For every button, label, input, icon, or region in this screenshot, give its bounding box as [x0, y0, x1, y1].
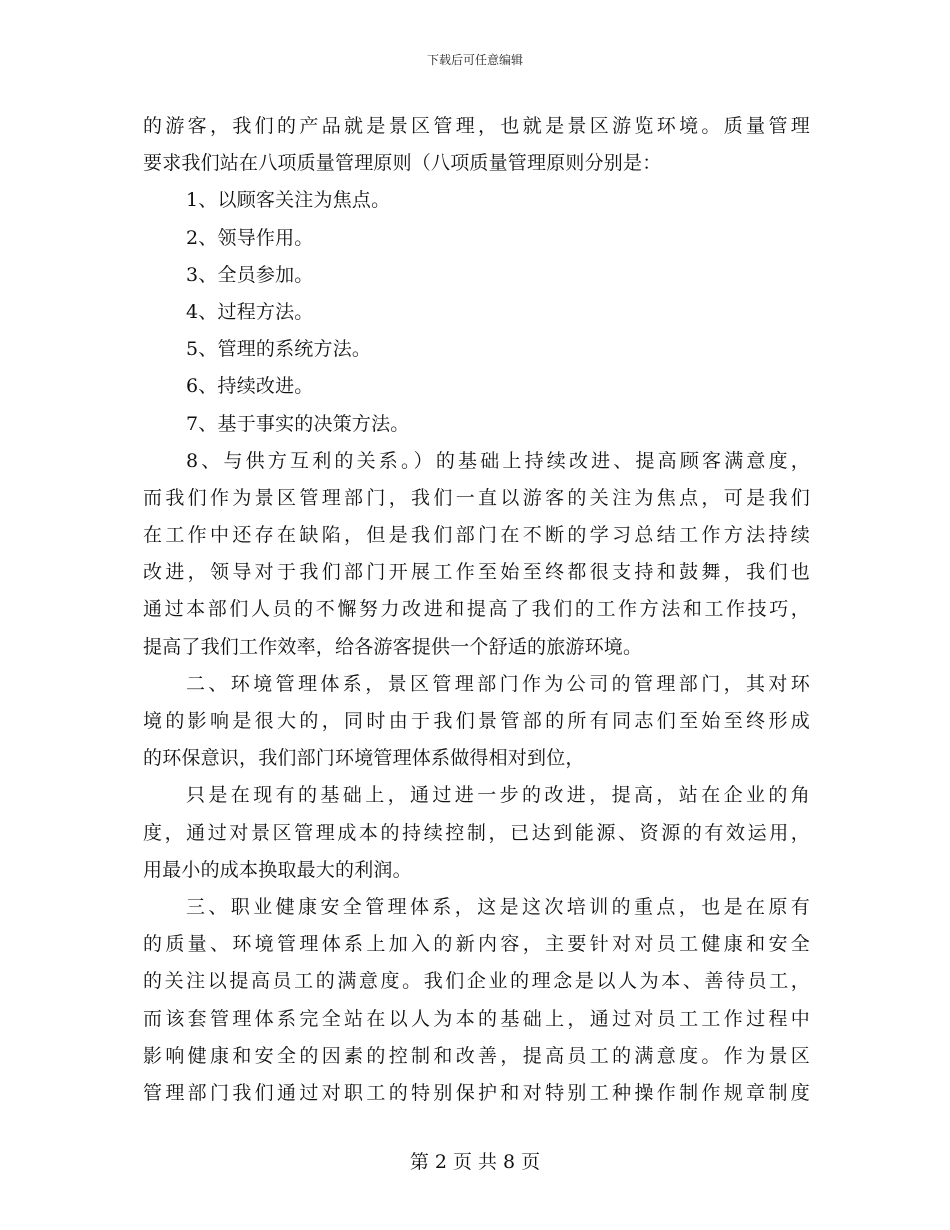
text-line: 影响健康和安全的因素的控制和改善，提高员工的满意度。作为景区	[143, 1044, 810, 1067]
text-line: 二、环境管理体系，景区管理部门作为公司的管理部门，其对环	[186, 672, 810, 695]
text-line: 3、全员参加。	[186, 263, 314, 286]
text-line: 在工作中还存在缺陷，但是我们部门在不断的学习总结工作方法持续	[143, 524, 810, 547]
text-line: 4、过程方法。	[186, 300, 314, 323]
text-line: 而该套管理体系完全站在以人为本的基础上，通过对员工工作过程中	[143, 1007, 810, 1030]
text-line: 提高了我们工作效率，给各游客提供一个舒适的旅游环境。	[143, 635, 643, 658]
text-line: 用最小的成本换取最大的利润。	[143, 858, 412, 881]
text-line: 要求我们站在八项质量管理原则（八项质量管理原则分别是：	[143, 152, 662, 175]
text-line: 改进，领导对于我们部门开展工作至始至终都很支持和鼓舞，我们也	[143, 561, 810, 584]
text-line: 1、以顾客关注为焦点。	[186, 189, 391, 212]
page-footer: 第 2 页 共 8 页	[409, 1151, 541, 1173]
text-line: 通过本部们人员的不懈努力改进和提高了我们的工作方法和工作技巧，	[143, 598, 810, 621]
text-line: 的环保意识，我们部门环境管理体系做得相对到位，	[143, 747, 585, 770]
text-line: 而我们作为景区管理部门，我们一直以游客的关注为焦点，可是我们	[143, 486, 810, 509]
text-line: 2、领导作用。	[186, 226, 314, 249]
text-line: 的质量、环境管理体系上加入的新内容，主要针对对员工健康和安全	[143, 933, 810, 956]
text-line: 只是在现有的基础上，通过进一步的改进，提高，站在企业的角	[186, 784, 810, 807]
text-line: 度，通过对景区管理成本的持续控制，已达到能源、资源的有效运用，	[143, 821, 810, 844]
text-line: 三、职业健康安全管理体系，这是这次培训的重点，也是在原有	[186, 895, 810, 918]
document-body	[143, 108, 810, 1112]
text-line: 7、基于事实的决策方法。	[186, 412, 410, 435]
text-line: 8、与供方互利的关系。）的基础上持续改进、提高顾客满意度，	[186, 449, 810, 472]
text-line: 的游客，我们的产品就是景区管理，也就是景区游览环境。质量管理	[143, 115, 810, 137]
page-header: 下载后可任意编辑	[426, 53, 523, 67]
text-line: 的关注以提高员工的满意度。我们企业的理念是以人为本、善待员工，	[143, 970, 810, 993]
text-line: 管理部门我们通过对职工的特别保护和对特别工种操作制作规章制度	[143, 1081, 810, 1104]
text-line: 6、持续改进。	[186, 375, 314, 398]
text-line: 5、管理的系统方法。	[186, 338, 372, 361]
text-line: 境的影响是很大的，同时由于我们景管部的所有同志们至始至终形成	[143, 710, 810, 732]
